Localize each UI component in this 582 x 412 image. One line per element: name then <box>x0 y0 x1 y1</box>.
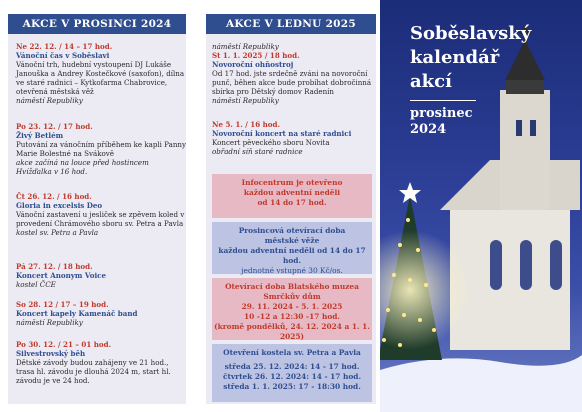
cover-title-line: akcí <box>410 71 452 92</box>
church-opening-box <box>212 344 372 402</box>
event-place: obřadní síň staré radnice <box>212 147 303 156</box>
box-heading: Prosincová otevírací doba <box>238 226 346 235</box>
event-date: Po 23. 12. / 17 hod. <box>16 122 93 131</box>
cover-divider <box>410 100 476 101</box>
event-text: Koncert pěveckého sboru Novita <box>212 138 330 147</box>
event-item <box>16 192 186 237</box>
box-line: 10 -12 a 12:30 -17 hod. <box>244 312 340 321</box>
box-line: Smrčkův dům <box>263 292 321 301</box>
event-text: Od 17 hod. jste srdečně zváni na novoroční punč, běhen akce bude probíhat dobročinná sbírka pro Dětský domov Radenín <box>212 69 372 96</box>
event-date: Po 30. 12. / 21 – 01 hod. <box>16 340 112 349</box>
event-item <box>16 42 186 105</box>
box-heading: Otevírací doba Blatského muzea <box>225 282 359 291</box>
event-title: Koncert kapely Kamenáč band <box>16 309 138 318</box>
event-item <box>16 262 186 289</box>
cover-subtitle <box>410 106 473 138</box>
cover-title-line: Soběslavský <box>410 23 532 44</box>
box-line: 29. 11. 2024 - 5. 1. 2025 <box>241 302 343 311</box>
box-line: středa 25. 12. 2024: 14 - 17 hod. <box>224 362 360 371</box>
box-line: městské věže <box>264 236 320 245</box>
event-date: Čt 26. 12. / 16 hod. <box>16 192 92 201</box>
tower-hours-box <box>212 222 372 274</box>
event-title: Silvestrovský běh <box>16 349 86 358</box>
cover-subtitle-line: 2024 <box>410 122 447 137</box>
museum-hours-box <box>212 278 372 340</box>
box-heading: Otevření kostela sv. Petra a Pavla <box>223 348 361 357</box>
event-title: Novoroční koncert na staré radnici <box>212 129 352 138</box>
event-item <box>16 122 186 176</box>
event-title: Koncert Anonym Voice <box>16 271 106 280</box>
event-place: kostel ČCE <box>16 280 56 289</box>
event-place: akce začíná na louce před hostincem Hvížďalka v 16 hod. <box>16 158 149 176</box>
box-heading: Infocentrum je otevřeno <box>241 178 343 187</box>
event-item <box>212 42 372 105</box>
event-item <box>16 340 186 385</box>
box-line: každou adventní neděli <box>243 188 341 197</box>
event-date: Ne 5. 1. / 16 hod. <box>212 120 280 129</box>
event-text: Dětské závody budou zahájeny ve 21 hod., trasa hl. závodu je dlouhá 2024 m, start hl. závodu je ve 24 hod. <box>16 358 171 385</box>
event-item <box>16 300 186 327</box>
cover-subtitle-line: prosinec <box>410 106 473 121</box>
cover-panel <box>380 0 582 412</box>
box-line: středa 1. 1. 2025: 17 - 18:30 hod. <box>223 382 361 391</box>
event-title: Vánoční čas v Soběslavi <box>16 51 110 60</box>
box-line: každou adventní neděli od 14 do 17 hod. <box>218 246 366 265</box>
january-header: AKCE V LEDNU 2025 <box>206 14 376 34</box>
event-item <box>212 120 372 156</box>
event-place: náměstí Republiky <box>212 96 279 105</box>
event-text: Vánoční trh, hudební vystoupení DJ Lukáše Janouška a Andrey Kostečkové (saxofon), dílna ve staré radnici – Kytkofarma Chabrovice, otevřená městská věž <box>16 60 185 96</box>
event-date: So 28. 12 / 17 – 19 hod. <box>16 300 109 309</box>
december-header: AKCE V PROSINCI 2024 <box>8 14 186 34</box>
box-line: od 14 do 17 hod. <box>257 198 327 207</box>
infocentrum-box <box>212 174 372 218</box>
event-text: Vánoční zastavení u jesliček se zpěvem koled v provedení Chrámového sboru sv. Petra a Pavla <box>16 210 185 228</box>
box-line: (kromě pondělků, 24. 12. 2024 a 1. 1. 2025) <box>214 322 370 341</box>
box-line: jednotné vstupné 30 Kč/os. <box>241 266 343 275</box>
event-place: náměstí Republiky <box>16 318 83 327</box>
event-place: náměstí Republiky <box>16 96 83 105</box>
january-events-panel <box>206 14 376 404</box>
event-title: Gloria in excelsis Deo <box>16 201 103 210</box>
event-date: St 1. 1. 2025 / 18 hod. <box>212 51 300 60</box>
cover-title-line: kalendář <box>410 47 500 68</box>
event-date: Ne 22. 12. / 14 – 17 hod. <box>16 42 113 51</box>
event-date: Pá 27. 12. / 18 hod. <box>16 262 93 271</box>
box-line: čtvrtek 26. 12. 2024: 14 - 17 hod. <box>222 372 362 381</box>
event-pre-place: náměstí Republiky <box>212 42 279 51</box>
december-events-panel <box>8 14 186 404</box>
event-title: Novoroční ohňostroj <box>212 60 294 69</box>
cover-title <box>410 22 531 94</box>
event-title: Živý Betlém <box>16 131 64 140</box>
event-place: kostel sv. Petra a Pavla <box>16 228 99 237</box>
event-text: Putování za vánočním příběhem ke kapli Panny Marie Bolestné na Svákově <box>16 140 187 158</box>
